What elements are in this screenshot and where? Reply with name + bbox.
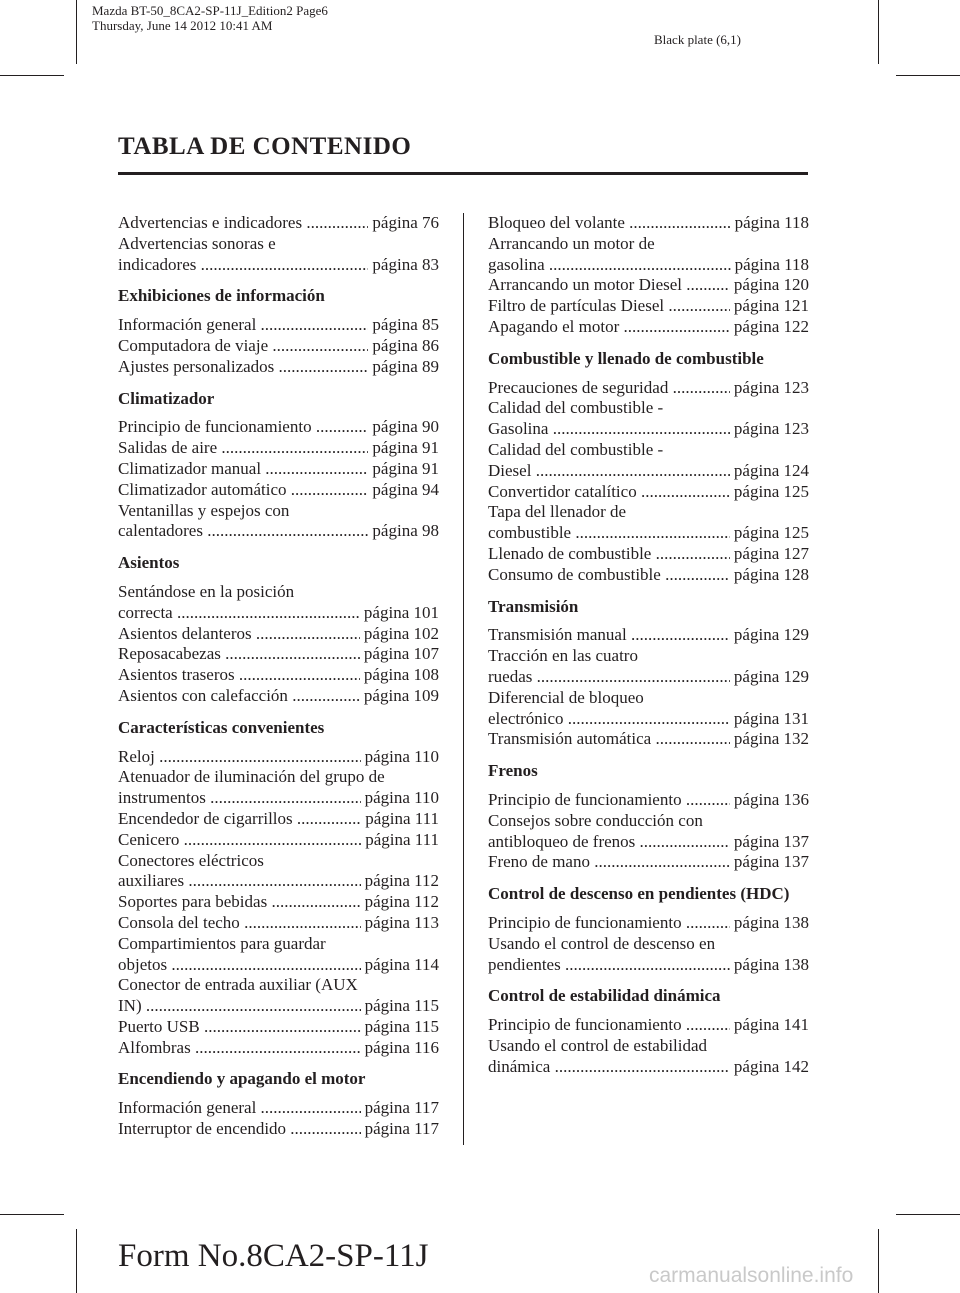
toc-entry-page: página 128	[733, 564, 809, 584]
toc-right-column	[488, 213, 809, 1088]
toc-entry[interactable]	[488, 565, 809, 586]
toc-entry-label: Reloj .....	[118, 747, 361, 768]
toc-entry-label: Principio de funcionamiento .....	[488, 790, 730, 811]
toc-entry-label: indicadores .....	[118, 255, 368, 276]
toc-entry[interactable]	[488, 625, 809, 646]
toc-entry-page: página 110	[364, 788, 439, 808]
toc-entry-label: Gasolina .....	[488, 419, 730, 440]
toc-entry-label: Puerto USB .....	[118, 1017, 361, 1038]
toc-entry-page: página 91	[372, 458, 439, 478]
toc-entry[interactable]	[488, 213, 809, 234]
toc-entry-label: correcta .....	[118, 603, 360, 624]
section-heading: Control de descenso en pendientes (HDC)	[488, 884, 790, 904]
section-heading: Encendiendo y apagando el motor	[118, 1069, 366, 1089]
toc-entry-label: ruedas .....	[488, 667, 730, 688]
toc-entry[interactable]	[118, 357, 439, 378]
toc-entry[interactable]	[488, 832, 809, 853]
toc-entry[interactable]	[488, 461, 809, 482]
toc-entry-page: página 123	[733, 377, 809, 397]
toc-entry-page: página 110	[364, 746, 439, 766]
toc-entry-label: Reposacabezas .....	[118, 644, 360, 665]
toc-entry-page: página 117	[364, 1119, 439, 1139]
toc-entry-page: página 90	[372, 417, 439, 437]
section-heading: Frenos	[488, 761, 538, 781]
toc-entry-page: página 112	[364, 871, 439, 891]
print-header-date: Thursday, June 14 2012 10:41 AM	[92, 18, 273, 33]
toc-entry-lead-line: Advertencias sonoras e	[118, 233, 276, 253]
section-heading: Combustible y llenado de combustible	[488, 348, 764, 368]
toc-entry-label: calentadores .....	[118, 521, 368, 542]
section-heading: Exhibiciones de información	[118, 286, 325, 306]
toc-entry-label: Interruptor de encendido .....	[118, 1119, 361, 1140]
toc-entry[interactable]	[488, 275, 809, 296]
toc-entry-page: página 116	[364, 1037, 439, 1057]
toc-entry[interactable]	[118, 955, 439, 976]
toc-entry-label: objetos .....	[118, 955, 361, 976]
toc-entry-label: IN) .....	[118, 996, 361, 1017]
toc-entry-page: página 115	[364, 996, 439, 1016]
print-header-plate: Black plate (6,1)	[654, 32, 741, 47]
toc-section	[118, 1069, 439, 1139]
toc-entry[interactable]	[118, 459, 439, 480]
toc-left-column	[118, 213, 439, 1151]
toc-entry-label: Información general .....	[118, 1098, 361, 1119]
toc-entry-page: página 136	[733, 789, 809, 809]
toc-entry[interactable]	[118, 624, 439, 645]
toc-entry-label: Principio de funcionamiento .....	[118, 417, 368, 438]
toc-entry-lead-line: Calidad del combustible -	[488, 398, 664, 418]
toc-entry-label: Freno de mano .....	[488, 852, 730, 873]
toc-entry-page: página 125	[733, 481, 809, 501]
toc-entry-lead-line: Usando el control de estabilidad	[488, 1035, 708, 1055]
toc-entry-page: página 102	[363, 623, 439, 643]
toc-entry-page: página 123	[733, 419, 809, 439]
toc-entry-label: Precauciones de seguridad .....	[488, 378, 730, 399]
toc-entry-page: página 115	[364, 1016, 439, 1036]
toc-entry[interactable]	[488, 667, 809, 688]
toc-entry-label: auxiliares .....	[118, 871, 361, 892]
watermark: carmanualsonline.info	[649, 1264, 854, 1287]
toc-entry[interactable]	[118, 315, 439, 336]
toc-entry[interactable]	[488, 1015, 809, 1036]
toc-entry-label: Consola del techo .....	[118, 913, 361, 934]
toc-entry[interactable]	[118, 665, 439, 686]
toc-entry[interactable]	[118, 830, 439, 851]
toc-entry-page: página 86	[372, 335, 439, 355]
toc-entry-lead-line: Diferencial de bloqueo	[488, 687, 644, 707]
toc-entry-label: Ajustes personalizados .....	[118, 357, 368, 378]
toc-entry-label: Filtro de partículas Diesel .....	[488, 296, 730, 317]
toc-entry[interactable]	[118, 336, 439, 357]
toc-entry-page: página 120	[733, 275, 809, 295]
toc-entry[interactable]	[488, 482, 809, 503]
toc-entry-page: página 127	[733, 543, 809, 563]
toc-entry-label: Asientos con calefacción .....	[118, 686, 360, 707]
toc-entry-label: instrumentos .....	[118, 788, 361, 809]
toc-entry[interactable]	[488, 913, 809, 934]
toc-entry-page: página 109	[363, 685, 439, 705]
toc-entry[interactable]	[488, 378, 809, 399]
section-heading: Asientos	[118, 553, 180, 573]
toc-entry-page: página 111	[365, 808, 439, 828]
toc-section	[488, 213, 809, 338]
toc-entry[interactable]	[118, 871, 439, 892]
toc-entry-label: Asientos traseros .....	[118, 665, 360, 686]
toc-entry-page: página 125	[733, 523, 809, 543]
toc-entry-label: electrónico .....	[488, 709, 730, 730]
toc-entry[interactable]	[488, 296, 809, 317]
toc-entry-label: Encendedor de cigarrillos .....	[118, 809, 361, 830]
section-heading: Características convenientes	[118, 717, 325, 737]
toc-entry-label: Información general .....	[118, 315, 368, 336]
toc-entry-label: pendientes .....	[488, 955, 730, 976]
toc-section	[488, 761, 809, 873]
toc-entry-label: Asientos delanteros .....	[118, 624, 360, 645]
toc-entry-page: página 76	[372, 213, 439, 232]
toc-entry-lead-line: Tracción en las cuatro	[488, 646, 638, 666]
toc-entry-lead-line: Calidad del combustible -	[488, 439, 664, 459]
toc-entry[interactable]	[118, 996, 439, 1017]
toc-entry[interactable]	[488, 419, 809, 440]
toc-entry-label: Diesel .....	[488, 461, 730, 482]
toc-section	[118, 718, 439, 1059]
toc-entry-label: Soportes para bebidas .....	[118, 892, 361, 913]
toc-entry[interactable]	[118, 521, 439, 542]
toc-entry-label: Bloqueo del volante .....	[488, 213, 731, 234]
toc-entry-label: Cenicero .....	[118, 830, 361, 851]
page-title: TABLA DE CONTENIDO	[118, 133, 412, 160]
toc-entry-page: página 132	[733, 729, 809, 749]
toc-entry[interactable]	[488, 544, 809, 565]
toc-entry-label: Advertencias e indicadores .....	[118, 213, 368, 234]
toc-entry-label: Principio de funcionamiento .....	[488, 913, 730, 934]
toc-section	[488, 884, 809, 975]
toc-entry[interactable]	[118, 1119, 439, 1140]
toc-entry-lead-line: Conectores eléctricos	[118, 850, 264, 870]
toc-section	[488, 986, 809, 1077]
column-divider	[463, 213, 464, 1145]
toc-entry-label: gasolina .....	[488, 255, 731, 276]
toc-entry-page: página 138	[733, 912, 809, 932]
title-rule	[118, 172, 808, 175]
toc-section	[118, 213, 439, 275]
toc-entry-page: página 111	[365, 829, 439, 849]
toc-entry[interactable]	[118, 644, 439, 665]
toc-entry-label: dinámica .....	[488, 1057, 730, 1078]
toc-entry[interactable]	[118, 809, 439, 830]
toc-entry-page: página 137	[733, 831, 809, 851]
toc-entry-page: página 122	[733, 316, 809, 336]
toc-entry-page: página 101	[363, 602, 439, 622]
toc-entry-page: página 131	[733, 708, 809, 728]
toc-section	[488, 597, 809, 751]
toc-entry-page: página 91	[372, 438, 439, 458]
toc-entry-lead-line: Arrancando un motor de	[488, 233, 655, 253]
toc-entry[interactable]	[118, 1098, 439, 1119]
form-number: Form No.8CA2-SP-11J	[118, 1238, 429, 1274]
toc-entry-page: página 137	[733, 852, 809, 872]
toc-entry-label: Llenado de combustible .....	[488, 544, 730, 565]
toc-entry-label: Salidas de aire .....	[118, 438, 368, 459]
toc-entry[interactable]	[118, 686, 439, 707]
toc-entry-label: Consumo de combustible .....	[488, 565, 730, 586]
toc-entry[interactable]	[488, 255, 809, 276]
toc-entry[interactable]	[118, 438, 439, 459]
toc-entry[interactable]	[118, 1017, 439, 1038]
toc-entry[interactable]	[488, 790, 809, 811]
toc-entry-page: página 114	[364, 954, 439, 974]
toc-entry-page: página 117	[364, 1098, 439, 1118]
toc-entry-label: antibloqueo de frenos .....	[488, 832, 730, 853]
toc-entry-lead-line: Consejos sobre conducción con	[488, 810, 703, 830]
toc-entry-page: página 129	[733, 625, 809, 645]
toc-entry-page: página 98	[372, 521, 439, 541]
toc-section	[118, 553, 439, 707]
toc-entry[interactable]	[118, 603, 439, 624]
toc-entry-page: página 118	[734, 254, 809, 274]
toc-entry[interactable]	[488, 955, 809, 976]
toc-entry-label: Computadora de viaje .....	[118, 336, 368, 357]
toc-entry-page: página 118	[734, 213, 809, 232]
toc-entry[interactable]	[118, 255, 439, 276]
toc-entry[interactable]	[488, 1057, 809, 1078]
toc-entry-page: página 129	[733, 666, 809, 686]
print-header-file: Mazda BT-50_8CA2-SP-11J_Edition2 Page6	[92, 3, 328, 18]
toc-entry[interactable]	[118, 892, 439, 913]
toc-entry-page: página 107	[363, 644, 439, 664]
toc-entry[interactable]	[488, 709, 809, 730]
toc-entry-lead-line: Usando el control de descenso en	[488, 933, 716, 953]
toc-entry-page: página 108	[363, 665, 439, 685]
toc-entry-label: combustible .....	[488, 523, 730, 544]
toc-entry[interactable]	[118, 1038, 439, 1059]
toc-entry-lead-line: Compartimientos para guardar	[118, 933, 326, 953]
toc-entry[interactable]	[118, 213, 439, 234]
toc-entry-page: página 112	[364, 892, 439, 912]
toc-section	[118, 389, 439, 543]
toc-entry[interactable]	[118, 747, 439, 768]
toc-entry-label: Alfombras .....	[118, 1038, 361, 1059]
toc-entry[interactable]	[118, 417, 439, 438]
toc-entry-label: Climatizador automático .....	[118, 480, 368, 501]
toc-entry-page: página 94	[372, 479, 439, 499]
toc-entry[interactable]	[118, 913, 439, 934]
toc-entry[interactable]	[488, 317, 809, 338]
toc-entry-lead-line: Tapa del llenador de	[488, 502, 627, 522]
toc-entry-label: Transmisión manual .....	[488, 625, 730, 646]
toc-entry-lead-line: Sentándose en la posición	[118, 581, 295, 601]
toc-entry-label: Principio de funcionamiento .....	[488, 1015, 730, 1036]
toc-entry-page: página 113	[364, 912, 439, 932]
toc-entry-page: página 124	[733, 460, 809, 480]
toc-entry-label: Transmisión automática .....	[488, 729, 730, 750]
toc-entry-page: página 85	[372, 315, 439, 335]
toc-entry-page: página 89	[372, 356, 439, 376]
toc-entry-lead-line: Ventanillas y espejos con	[118, 500, 290, 520]
toc-entry-page: página 138	[733, 954, 809, 974]
toc-section	[488, 349, 809, 586]
toc-entry-label: Arrancando un motor Diesel .....	[488, 275, 730, 296]
section-heading: Control de estabilidad dinámica	[488, 986, 721, 1006]
toc-entry-label: Climatizador manual .....	[118, 459, 368, 480]
toc-entry[interactable]	[118, 788, 439, 809]
toc-section	[118, 286, 439, 377]
toc-entry-page: página 142	[733, 1056, 809, 1076]
toc-entry-label: Apagando el motor .....	[488, 317, 730, 338]
toc-entry-label: Convertidor catalítico .....	[488, 482, 730, 503]
toc-entry[interactable]	[488, 852, 809, 873]
toc-entry-page: página 121	[733, 296, 809, 316]
toc-entry-page: página 141	[733, 1015, 809, 1035]
section-heading: Climatizador	[118, 388, 215, 408]
toc-entry-lead-line: Conector de entrada auxiliar (AUX	[118, 975, 358, 995]
section-heading: Transmisión	[488, 596, 579, 616]
toc-entry[interactable]	[118, 480, 439, 501]
toc-entry-page: página 83	[372, 254, 439, 274]
toc-entry[interactable]	[488, 523, 809, 544]
toc-entry-lead-line: Atenuador de iluminación del grupo de	[118, 767, 385, 787]
toc-entry[interactable]	[488, 729, 809, 750]
